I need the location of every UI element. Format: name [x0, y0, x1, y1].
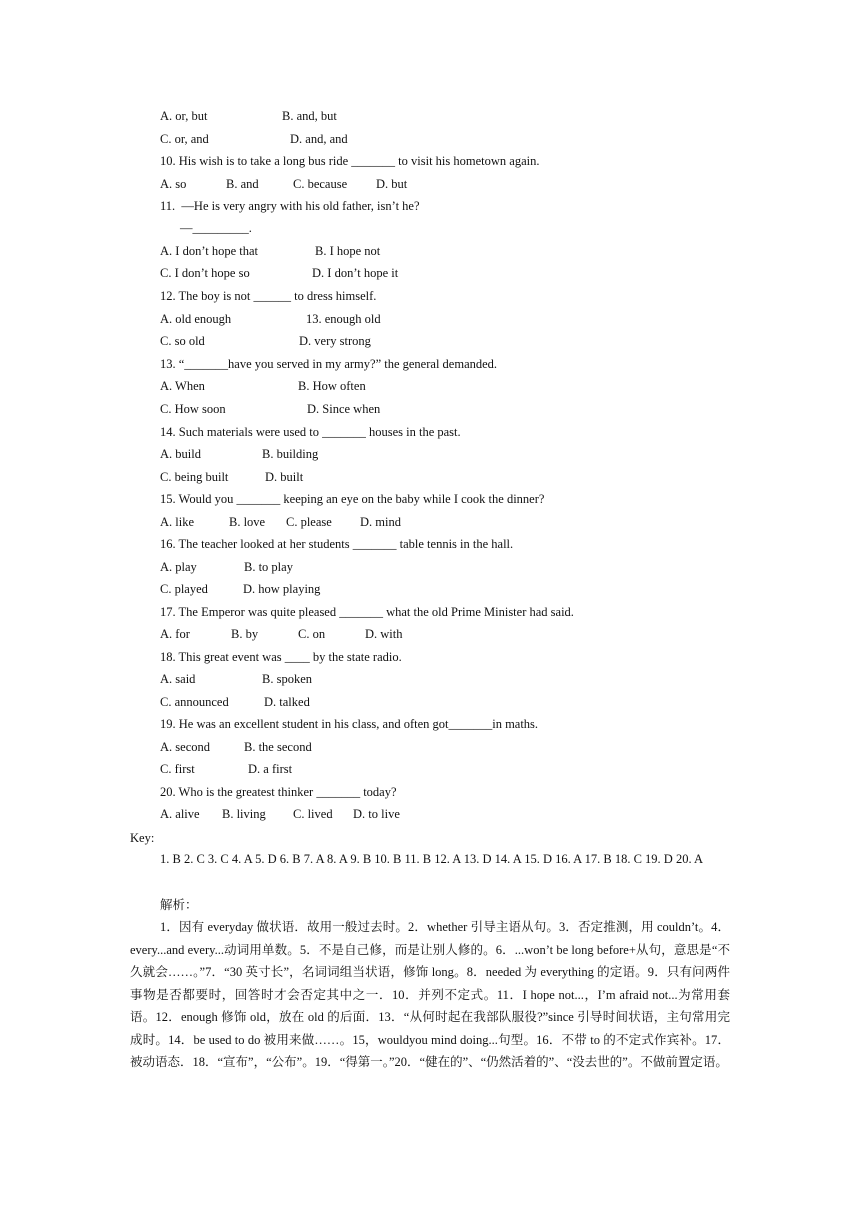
answer-option: D. with — [365, 627, 403, 641]
question-stem: 12. The boy is not ______ to dress himself. — [160, 289, 377, 303]
question-stem: 20. Who is the greatest thinker _______ today? — [160, 785, 397, 799]
answer-option: D. built — [265, 470, 304, 484]
question-stem: 18. This great event was ____ by the state radio. — [160, 650, 402, 664]
answer-option: B. building — [262, 447, 319, 461]
question-reply-blank: —_________. — [180, 221, 252, 235]
answer-option: B. I hope not — [315, 244, 381, 258]
answer-option: A. or, but — [160, 109, 208, 123]
answer-option: A. for — [160, 627, 190, 641]
answer-option: A. When — [160, 379, 205, 393]
analysis-text: 1．因有 everyday 做状语．故用一般过去时。2．whether 引导主语从句。3．否定推测，用 couldn’t。4．every...and every...动词用单数。5．不是自己修，而是让别人修的。6．...won’t be long before+从句，意思是“不久就会……。”7．“30 英寸长”，名词词组当状语，修饰 long。8．needed 为 everything 的定语。9．只有问两件事物是否都要时，回答时才会否定其中之一．10．并列不定式。11．I hope not...，I’m afraid not...为常用套语。12．enough 修饰 old，放在 old 的后面．13．“从何时起在我部队服役?”since 引导时间状语，主句常用完成时。14．be used to do 被用来做……。15，wouldyou mind doing...句型。16．不带 to 的不定式作宾补。17．被动语态．18．“宣布”，“公布”。19．“得第一。”20．“健在的”、“仍然活着的”、“没去世的”。不做前置定语。 — [130, 920, 730, 1069]
answer-option: D. mind — [360, 515, 401, 529]
answer-option: D. how playing — [243, 582, 321, 596]
answer-option: B. the second — [244, 740, 312, 754]
key-heading: Key: — [130, 831, 155, 845]
answer-option: D. but — [376, 177, 408, 191]
answer-option: B. by — [231, 627, 259, 641]
answer-option: D. a first — [248, 762, 293, 776]
answer-option: B. and — [226, 177, 259, 191]
question-stem: 13. “_______have you served in my army?” the general demanded. — [160, 357, 498, 371]
question-stem: 16. The teacher looked at her students _______ table tennis in the hall. — [160, 537, 514, 551]
question-stem: 10. His wish is to take a long bus ride _______ to visit his hometown again. — [160, 154, 540, 168]
answer-option: C. please — [286, 515, 332, 529]
answer-option: D. and, and — [290, 132, 348, 146]
answer-option: D. talked — [264, 695, 310, 709]
answer-option: C. because — [293, 177, 348, 191]
answer-option: D. very strong — [299, 334, 371, 348]
answer-option: B. to play — [244, 560, 293, 574]
answer-option: A. second — [160, 740, 210, 754]
question-stem: 17. The Emperor was quite pleased _______ what the old Prime Minister had said. — [160, 605, 574, 619]
answer-option: B. spoken — [262, 672, 312, 686]
question-stem: 14. Such materials were used to _______ houses in the past. — [160, 425, 461, 439]
answer-option: C. so old — [160, 334, 205, 348]
answer-option: C. announced — [160, 695, 229, 709]
answer-option: D. Since when — [307, 402, 381, 416]
answer-option: A. like — [160, 515, 195, 529]
answer-option: B. living — [222, 807, 266, 821]
key-answers: 1. B 2. C 3. C 4. A 5. D 6. B 7. A 8. A 9. B 10. B 11. B 12. A 13. D 14. A 15. D 16. A 17. B 18. C 19. D 20. A — [160, 852, 704, 866]
answer-option: A. play — [160, 560, 197, 574]
answer-option: D. to live — [353, 807, 400, 821]
answer-option: A. said — [160, 672, 196, 686]
question-stem: 15. Would you _______ keeping an eye on the baby while I cook the dinner? — [160, 492, 545, 506]
answer-option: 13. enough old — [306, 312, 381, 326]
answer-option: D. I don’t hope it — [312, 266, 399, 280]
answer-option: B. love — [229, 515, 266, 529]
answer-option: B. How often — [298, 379, 366, 393]
answer-option: A. build — [160, 447, 201, 461]
answer-option: C. on — [298, 627, 326, 641]
answer-option: A. so — [160, 177, 187, 191]
answer-option: C. I don’t hope so — [160, 266, 250, 280]
question-stem: 11. —He is very angry with his old father, isn’t he? — [160, 199, 420, 213]
answer-option: C. played — [160, 582, 208, 596]
answer-option: A. alive — [160, 807, 200, 821]
answer-option: C. first — [160, 762, 195, 776]
question-stem: 19. He was an excellent student in his class, and often got_______in maths. — [160, 717, 539, 731]
answer-option: B. and, but — [282, 109, 337, 123]
answer-option: C. How soon — [160, 402, 226, 416]
answer-option: C. being built — [160, 470, 229, 484]
answer-option: A. I don’t hope that — [160, 244, 259, 258]
answer-option: A. old enough — [160, 312, 232, 326]
answer-option: C. lived — [293, 807, 333, 821]
analysis-heading: 解析： — [160, 898, 198, 912]
answer-option: C. or, and — [160, 132, 209, 146]
